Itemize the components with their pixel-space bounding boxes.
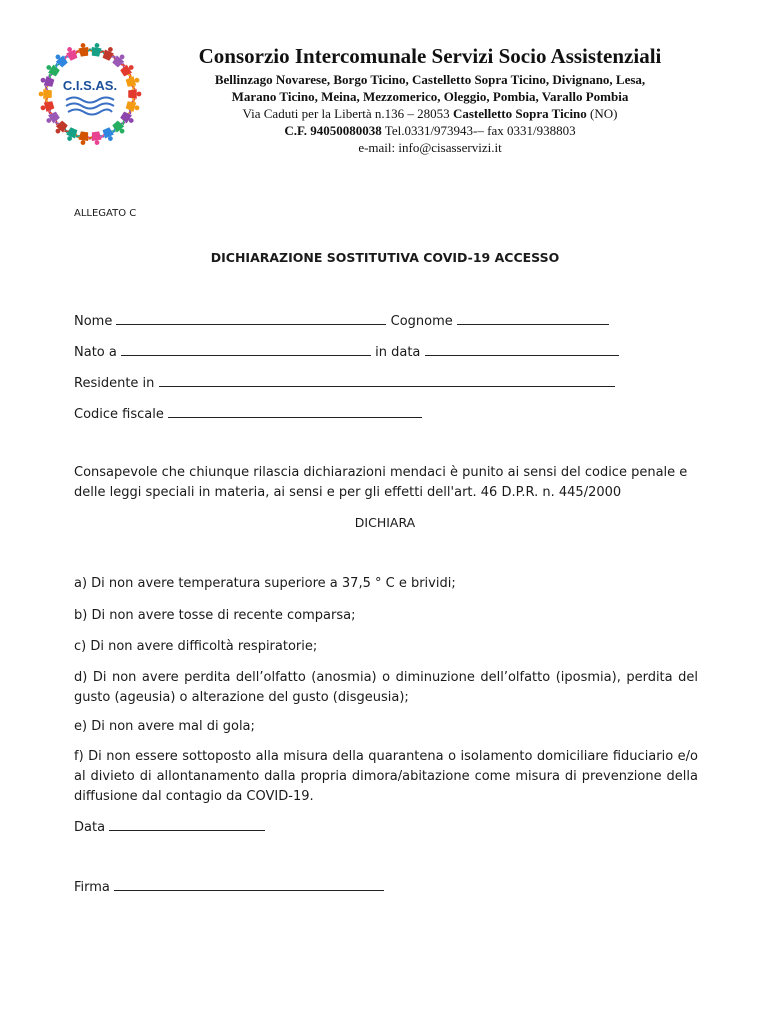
field-row-residente — [74, 374, 615, 391]
attachment-label: ALLEGATO C — [74, 208, 137, 219]
item-f: f) Di non essere sottoposto alla misura della quarantena o isolamento domiciliare fiduciario e/o al divieto di allontanamento dalla propria dimora/abitazione come misura di prevenzione della diffusione dal contagio da COVID-19. — [74, 749, 698, 804]
organization-name: Consorzio Intercomunale Servizi Socio Assistenziali — [198, 44, 662, 68]
date-row — [74, 818, 265, 835]
field-row-nome — [74, 312, 609, 329]
nato-a-blank[interactable] — [121, 343, 371, 356]
codice-fiscale-blank[interactable] — [168, 405, 422, 418]
contact-line: C.F. 94050080038 Tel.0331/973943-– fax 0331/938803 — [284, 123, 576, 138]
item-a: a) Di non avere temperatura superiore a 37,5 ° C e brividi; — [74, 576, 456, 591]
signature-blank[interactable] — [114, 878, 384, 891]
codice-fiscale-label: Codice fiscale — [74, 407, 164, 422]
item-c: c) Di non avere difficoltà respiratorie; — [74, 639, 318, 654]
field-row-nascita — [74, 343, 619, 360]
signature-row — [74, 878, 384, 895]
towns-line-1: Bellinzago Novarese, Borgo Ticino, Castelletto Sopra Ticino, Divignano, Lesa, — [214, 72, 646, 87]
towns-line-2: Marano Ticino, Meina, Mezzomerico, Oleggio, Pombia, Varallo Pombia — [231, 89, 629, 104]
cognome-blank[interactable] — [457, 312, 609, 325]
item-b: b) Di non avere tosse di recente comparsa; — [74, 608, 356, 623]
date-blank[interactable] — [109, 818, 265, 831]
cisas-logo — [36, 40, 144, 148]
date-label: Data — [74, 820, 106, 835]
nome-label: Nome — [74, 314, 113, 329]
field-row-codice-fiscale — [74, 405, 422, 422]
in-data-blank[interactable] — [425, 343, 619, 356]
item-d: d) Di non avere perdita dell’olfatto (anosmia) o diminuzione dell’olfatto (iposmia), perdita del gusto (ageusia) o alterazione del gusto (disgeusia); — [74, 670, 698, 705]
dichiara-heading: DICHIARA — [354, 515, 416, 530]
address-line: Via Caduti per la Libertà n.136 – 28053 Castelletto Sopra Ticino (NO) — [242, 106, 618, 121]
logo-text: C.I.S.AS. — [62, 78, 118, 93]
letterhead — [150, 44, 710, 156]
residente-label: Residente in — [74, 376, 155, 391]
in-data-label: in data — [375, 345, 421, 360]
signature-label: Firma — [74, 880, 110, 895]
document-title: DICHIARAZIONE SOSTITUTIVA COVID-19 ACCESSO — [210, 250, 560, 265]
residente-blank[interactable] — [159, 374, 615, 387]
intro-paragraph: Consapevole che chiunque rilascia dichiarazioni mendaci è punito ai sensi del codice penale e delle leggi speciali in materia, ai sensi e per gli effetti dell'art. 46 D.P.R. n. 445/2000 — [74, 465, 688, 500]
nome-blank[interactable] — [116, 312, 386, 325]
item-e: e) Di non avere mal di gola; — [74, 719, 255, 734]
nato-a-label: Nato a — [74, 345, 117, 360]
cognome-label: Cognome — [390, 314, 453, 329]
email-line: e-mail: info@cisasservizi.it — [358, 140, 502, 155]
